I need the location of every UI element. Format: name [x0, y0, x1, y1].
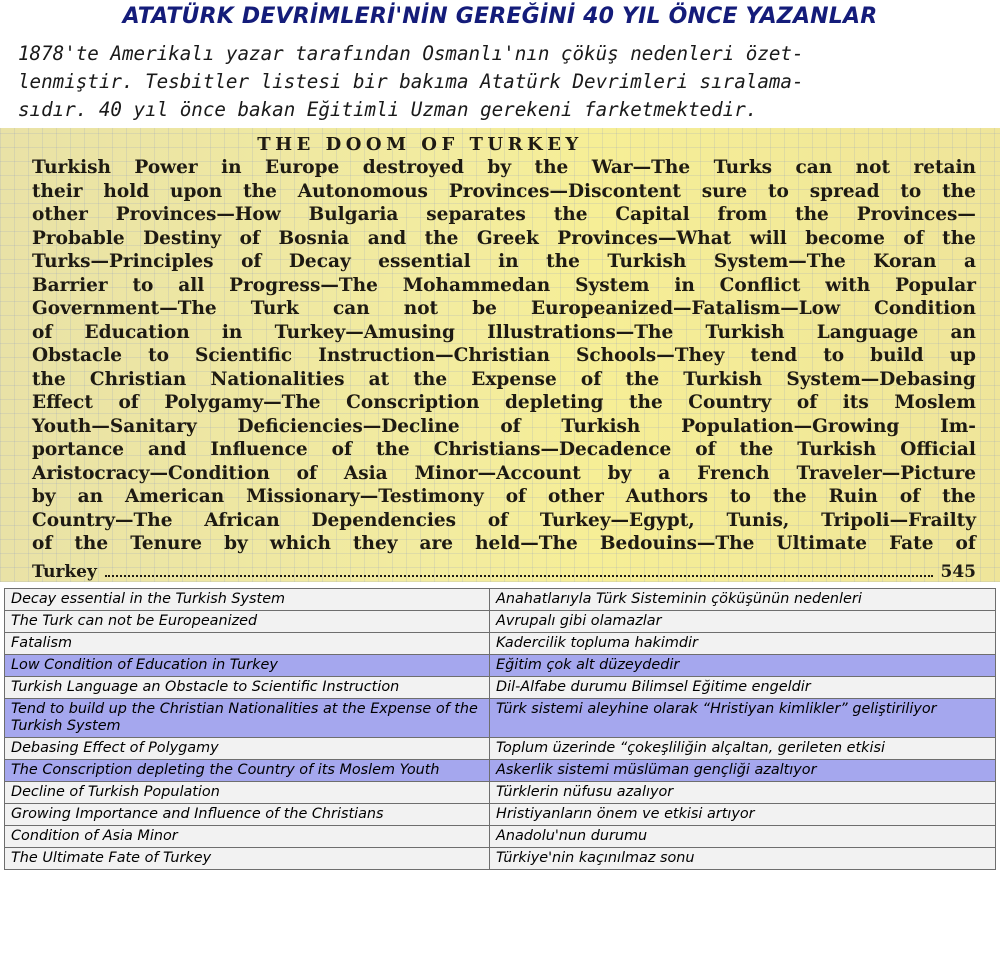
scan-line: of the Tenure by which they are held—The Bedouins—The Ultimate Fate of: [32, 533, 976, 554]
table-row: [5, 611, 996, 633]
table-row: [5, 826, 996, 848]
intro-paragraph: [18, 40, 993, 124]
scan-line: by an American Missionary—Testimony of other Authors to the Ruin of the: [32, 486, 976, 507]
scan-last-line: [32, 562, 976, 582]
dot-leader: [105, 575, 933, 577]
scan-line: Turkish Power in Europe destroyed by the War—The Turks can not retain: [32, 157, 976, 178]
table-row: [5, 782, 996, 804]
turkish-cell: Toplum üzerinde “çokeşliliğin alçaltan, gerileten etkisi: [490, 738, 996, 760]
scan-line: Barrier to all Progress—The Mohammedan System in Conflict with Popular: [32, 274, 976, 296]
translation-table: [4, 588, 996, 870]
english-cell: Growing Importance and Influence of the Christians: [5, 804, 490, 826]
intro-line: sıdır. 40 yıl önce bakan Eğitimli Uzman gerekeni farketmektedir.: [18, 98, 758, 121]
scan-line: Aristocracy—Condition of Asia Minor—Account by a French Traveler—Picture: [32, 462, 976, 484]
scan-line: Probable Destiny of Bosnia and the Greek Provinces—What will become of the: [32, 227, 976, 249]
turkish-cell: Eğitim çok alt düzeydedir: [490, 655, 996, 677]
english-cell: Turkish Language an Obstacle to Scientific Instruction: [5, 677, 490, 699]
turkish-cell: Avrupalı gibi olamazlar: [490, 611, 996, 633]
scan-line: Youth—Sanitary Deficiencies—Decline of Turkish Population—Growing Im-: [32, 415, 976, 437]
english-cell: Fatalism: [5, 633, 490, 655]
scan-line: of Education in Turkey—Amusing Illustrations—The Turkish Language an: [32, 321, 976, 343]
table-row: [5, 589, 996, 611]
english-cell: The Turk can not be Europeanized: [5, 611, 490, 633]
turkish-cell: Askerlik sistemi müslüman gençliği azaltıyor: [490, 760, 996, 782]
english-cell: Decay essential in the Turkish System: [5, 589, 490, 611]
scan-last-word: Turkey: [32, 562, 97, 582]
scan-line: Effect of Polygamy—The Conscription depleting the Country of its Moslem: [32, 392, 976, 413]
table-row: [5, 738, 996, 760]
scan-line: Turks—Principles of Decay essential in the Turkish System—The Koran a: [32, 251, 976, 272]
table-row: [5, 804, 996, 826]
scan-line: the Christian Nationalities at the Expense of the Turkish System—Debasing: [32, 368, 976, 390]
scan-line: their hold upon the Autonomous Provinces—Discontent sure to spread to the: [32, 180, 976, 202]
table-row: [5, 633, 996, 655]
english-cell: Decline of Turkish Population: [5, 782, 490, 804]
table-row: [5, 677, 996, 699]
scan-line: Obstacle to Scientific Instruction—Christian Schools—They tend to build up: [32, 345, 976, 366]
turkish-cell: Türklerin nüfusu azalıyor: [490, 782, 996, 804]
scan-line: Government—The Turk can not be Europeanized—Fatalism—Low Condition: [32, 298, 976, 319]
intro-line: lenmiştir. Tesbitler listesi bir bakıma Atatürk Devrimleri sıralama-: [18, 70, 804, 93]
turkish-cell: Kadercilik topluma hakimdir: [490, 633, 996, 655]
table-row: [5, 655, 996, 677]
english-cell: The Ultimate Fate of Turkey: [5, 848, 490, 870]
table-row: [5, 848, 996, 870]
scanned-book-excerpt: [0, 128, 1000, 582]
scan-page-number: 545: [940, 562, 976, 582]
scan-line: Country—The African Dependencies of Turkey—Egypt, Tunis, Tripoli—Frailty: [32, 509, 976, 531]
table-row: [5, 699, 996, 738]
scan-line: other Provinces—How Bulgaria separates the Capital from the Provinces—: [32, 204, 976, 225]
english-cell: Tend to build up the Christian Nationalities at the Expense of the Turkish System: [5, 699, 490, 738]
english-cell: Debasing Effect of Polygamy: [5, 738, 490, 760]
page-title: ATATÜRK DEVRİMLERİ'NİN GEREĞİNİ 40 YIL ÖNCE YAZANLAR: [122, 4, 878, 29]
table-row: [5, 760, 996, 782]
scan-heading: THE DOOM OF TURKEY: [257, 134, 583, 155]
intro-line: 1878'te Amerikalı yazar tarafından Osmanlı'nın çöküş nedenleri özet-: [18, 42, 804, 65]
english-cell: Condition of Asia Minor: [5, 826, 490, 848]
scan-text-block: [32, 156, 976, 556]
turkish-cell: Türkiye'nin kaçınılmaz sonu: [490, 848, 996, 870]
scan-line: portance and Influence of the Christians—Decadence of the Turkish Official: [32, 439, 976, 460]
turkish-cell: Anahatlarıyla Türk Sisteminin çöküşünün nedenleri: [490, 589, 996, 611]
turkish-cell: Dil-Alfabe durumu Bilimsel Eğitime engeldir: [490, 677, 996, 699]
turkish-cell: Anadolu'nun durumu: [490, 826, 996, 848]
english-cell: The Conscription depleting the Country of its Moslem Youth: [5, 760, 490, 782]
turkish-cell: Hristiyanların önem ve etkisi artıyor: [490, 804, 996, 826]
turkish-cell: Türk sistemi aleyhine olarak “Hristiyan kimlikler” geliştiriliyor: [490, 699, 996, 738]
english-cell: Low Condition of Education in Turkey: [5, 655, 490, 677]
